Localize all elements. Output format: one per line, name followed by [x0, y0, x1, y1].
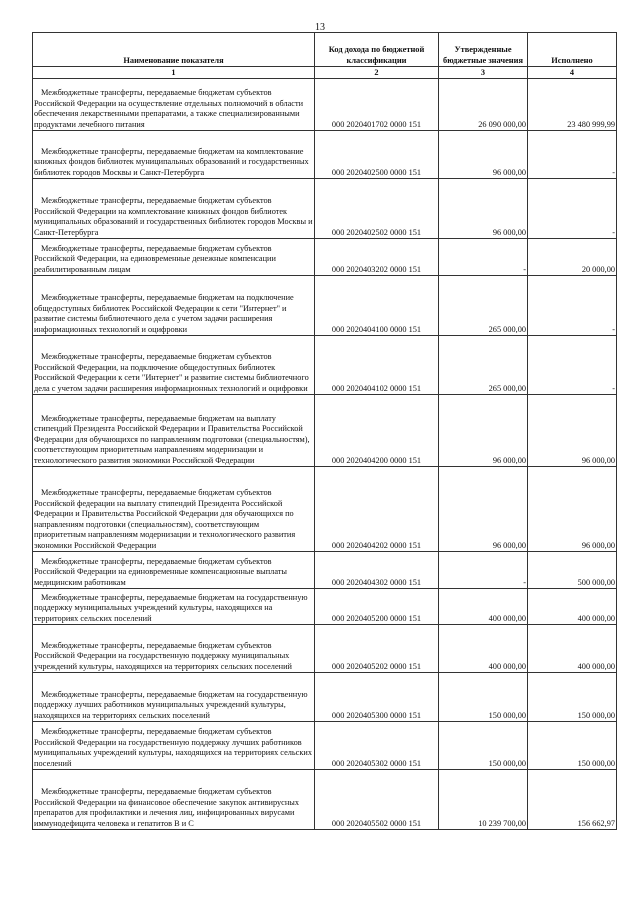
header-approved: Утвержденные бюджетные значения	[439, 33, 528, 67]
table-row	[33, 395, 617, 467]
row-approved: 96 000,00	[439, 131, 528, 179]
row-name: Межбюджетные трансферты, передаваемые бюджетам на подключение общедоступных библиотек Российской Федерации к сети "Интернет" и развитие системы библиотечного дела с учетом задачи расширения информационных технологий и оцифровки	[33, 276, 315, 336]
row-executed: 156 662,97	[528, 770, 617, 830]
row-code: 000 2020401702 0000 151	[315, 79, 439, 131]
row-name: Межбюджетные трансферты, передаваемые бюджетам субъектов Российской Федерации на осуществление отдельных полномочий в области обеспечения лекарственными препаратами, а также специализированными продуктами лечебного питания	[33, 79, 315, 131]
budget-table	[32, 32, 617, 830]
row-executed: -	[528, 276, 617, 336]
column-number-4: 4	[528, 67, 617, 79]
row-code: 000 2020403202 0000 151	[315, 239, 439, 276]
row-approved: 265 000,00	[439, 276, 528, 336]
row-code: 000 2020404102 0000 151	[315, 336, 439, 395]
table-header-row	[33, 33, 617, 67]
row-executed: 20 000,00	[528, 239, 617, 276]
row-code: 000 2020404100 0000 151	[315, 276, 439, 336]
row-name: Межбюджетные трансферты, передаваемые бюджетам субъектов Российской Федерации на комплектование книжных фондов библиотек муниципальных образований и государственных библиотек городов Москвы и Санкт-Петербурга	[33, 179, 315, 239]
column-number-1: 1	[33, 67, 315, 79]
row-code: 000 2020405502 0000 151	[315, 770, 439, 830]
row-executed: 500 000,00	[528, 552, 617, 589]
row-executed: -	[528, 336, 617, 395]
row-name: Межбюджетные трансферты, передаваемые бюджетам на государственную поддержку лучших работников муниципальных учреждений культуры, находящихся на территориях сельских поселений	[33, 673, 315, 722]
header-executed: Исполнено	[528, 33, 617, 67]
row-approved: -	[439, 552, 528, 589]
table-row	[33, 276, 617, 336]
header-name: Наименование показателя	[33, 33, 315, 67]
row-approved: 400 000,00	[439, 589, 528, 625]
row-code: 000 2020404202 0000 151	[315, 467, 439, 552]
table-row	[33, 770, 617, 830]
row-code: 000 2020405202 0000 151	[315, 625, 439, 673]
row-approved: 96 000,00	[439, 179, 528, 239]
row-name: Межбюджетные трансферты, передаваемые бюджетам субъектов Российской Федерации, на подключение общедоступных библиотек Российской Федерации к сети "Интернет" и развитие системы библиотечного дела с учетом задачи расширения информационных технологий и оцифровки	[33, 336, 315, 395]
column-number-2: 2	[315, 67, 439, 79]
table-row	[33, 179, 617, 239]
table-row	[33, 673, 617, 722]
row-executed: 400 000,00	[528, 589, 617, 625]
row-approved: -	[439, 239, 528, 276]
column-number-3: 3	[439, 67, 528, 79]
row-approved: 26 090 000,00	[439, 79, 528, 131]
row-code: 000 2020405302 0000 151	[315, 722, 439, 770]
row-approved: 96 000,00	[439, 395, 528, 467]
row-executed: 96 000,00	[528, 467, 617, 552]
row-executed: 23 480 999,99	[528, 79, 617, 131]
row-name: Межбюджетные трансферты, передаваемые бюджетам субъектов Российской Федерации на государственную поддержку лучших работников муниципальных учреждений культуры, находящихся на территориях сельских поселений	[33, 722, 315, 770]
table-row	[33, 589, 617, 625]
row-name: Межбюджетные трансферты, передаваемые бюджетам субъектов Российской Федерации, на единовременные денежные компенсации реабилитированным лицам	[33, 239, 315, 276]
table-row	[33, 239, 617, 276]
row-executed: -	[528, 131, 617, 179]
row-name: Межбюджетные трансферты, передаваемые бюджетам на выплату стипендий Президента Российской Федерации и Правительства Российской Федерации для обучающихся по направлениям подготовки (специальностям), соответствующим приоритетным направлениям модернизации и технологического развития экономики Российской Федерации	[33, 395, 315, 467]
row-name: Межбюджетные трансферты, передаваемые бюджетам субъектов Российской Федерации на единовременные компенсационные выплаты медицинским работникам	[33, 552, 315, 589]
row-executed: 96 000,00	[528, 395, 617, 467]
row-name: Межбюджетные трансферты, передаваемые бюджетам субъектов Российской федерации на выплату стипендий Президента Российской Федерации и Правительства Российской Федерации для обучающихся по направлениям подготовки (специальностям), соответствующим приоритетным направлениям модернизации и технологического развития экономики Российской Федерации	[33, 467, 315, 552]
table-row	[33, 79, 617, 131]
row-executed: 400 000,00	[528, 625, 617, 673]
row-approved: 150 000,00	[439, 673, 528, 722]
table-row	[33, 552, 617, 589]
row-name: Межбюджетные трансферты, передаваемые бюджетам субъектов Российской Федерации на государственную поддержку муниципальных учреждений культуры, находящихся на территориях сельских поселений	[33, 625, 315, 673]
header-code: Код дохода по бюджетной классификации	[315, 33, 439, 67]
page-number: 13	[315, 22, 325, 33]
table-row	[33, 722, 617, 770]
row-executed: -	[528, 179, 617, 239]
row-code: 000 2020405300 0000 151	[315, 673, 439, 722]
row-approved: 96 000,00	[439, 467, 528, 552]
row-name: Межбюджетные трансферты, передаваемые бюджетам на комплектование книжных фондов библиотек муниципальных образований и государственных библиотек городов Москвы и Санкт-Петербурга	[33, 131, 315, 179]
row-approved: 265 000,00	[439, 336, 528, 395]
table-row	[33, 467, 617, 552]
row-executed: 150 000,00	[528, 673, 617, 722]
row-code: 000 2020404302 0000 151	[315, 552, 439, 589]
row-code: 000 2020402500 0000 151	[315, 131, 439, 179]
table-row	[33, 336, 617, 395]
table-row	[33, 131, 617, 179]
row-approved: 400 000,00	[439, 625, 528, 673]
row-approved: 150 000,00	[439, 722, 528, 770]
row-name: Межбюджетные трансферты, передаваемые бюджетам на государственную поддержку муниципальных учреждений культуры, находящихся на территориях сельских поселений	[33, 589, 315, 625]
row-code: 000 2020405200 0000 151	[315, 589, 439, 625]
row-code: 000 2020402502 0000 151	[315, 179, 439, 239]
row-name: Межбюджетные трансферты, передаваемые бюджетам субъектов Российской Федерации на финансовое обеспечение закупок антивирусных препаратов для профилактики и лечения лиц, инфицированных вирусами иммунодефицита человека и гепатитов В и С	[33, 770, 315, 830]
row-code: 000 2020404200 0000 151	[315, 395, 439, 467]
row-executed: 150 000,00	[528, 722, 617, 770]
row-approved: 10 239 700,00	[439, 770, 528, 830]
column-number-row	[33, 67, 617, 79]
table-row	[33, 625, 617, 673]
